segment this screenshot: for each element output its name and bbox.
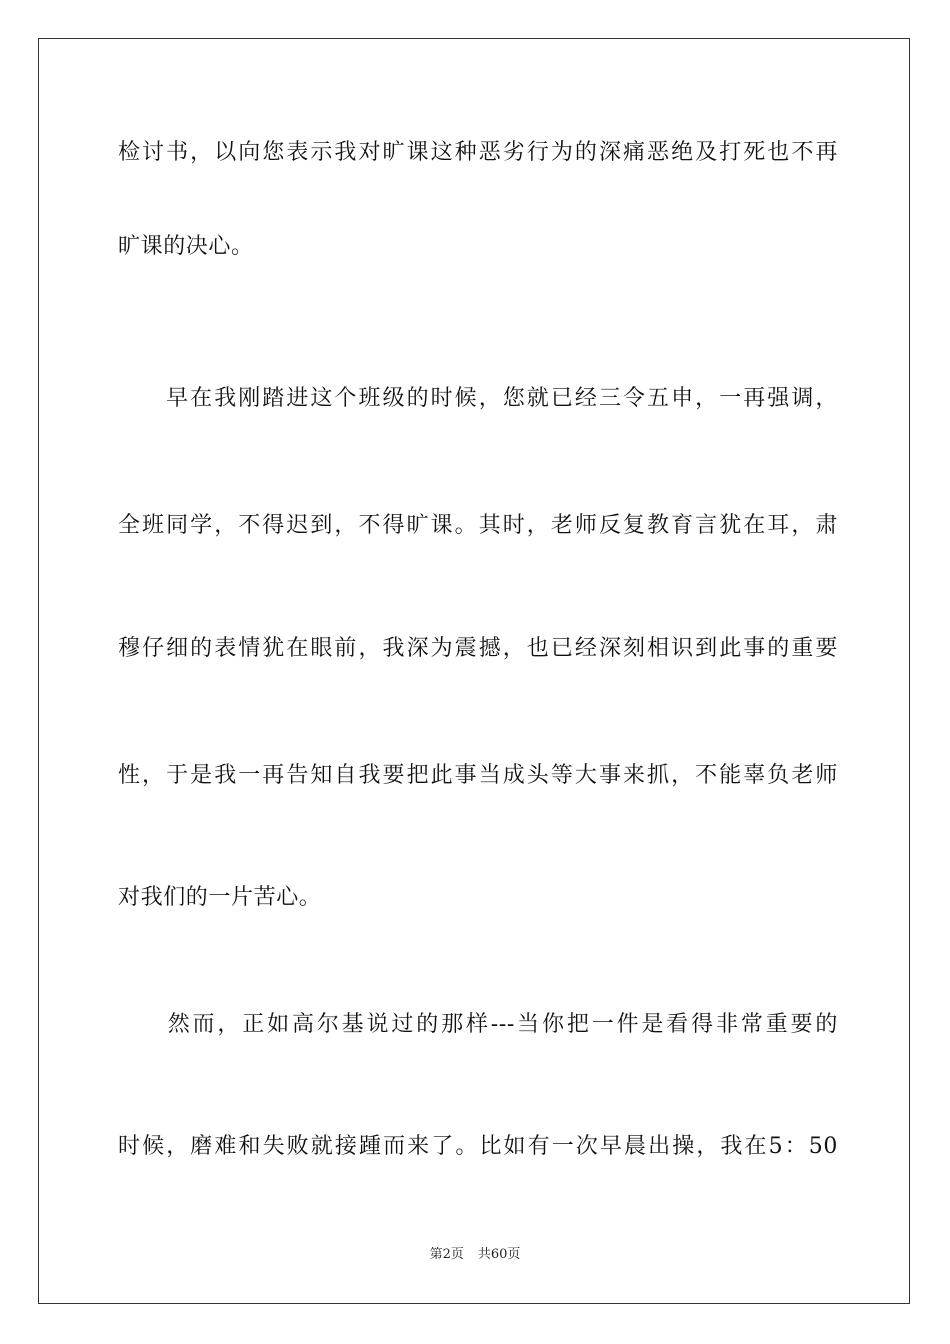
- text-line-9: 时候，磨难和失败就接踵而来了。比如有一次早晨出操，我在5：50: [118, 1134, 838, 1159]
- page-border: [38, 38, 910, 1304]
- page-footer: [0, 1246, 950, 1264]
- text-line-6: 性，于是我一再告知自我要把此事当成头等大事来抓，不能辜负老师: [118, 763, 838, 788]
- text-line-4: 全班同学，不得迟到，不得旷课。其时，老师反复教育言犹在耳，肃: [118, 513, 838, 538]
- text-line-7: 对我们的一片苦心。: [118, 885, 322, 910]
- text-line-8: 然而，正如高尔基说过的那样---当你把一件是看得非常重要的: [118, 1012, 838, 1037]
- text-line-1: 检讨书，以向您表示我对旷课这种恶劣行为的深痛恶绝及打死也不再: [118, 140, 838, 165]
- text-line-2: 旷课的决心。: [118, 234, 254, 259]
- text-line-5: 穆仔细的表情犹在眼前，我深为震撼，也已经深刻相识到此事的重要: [118, 636, 838, 661]
- text-line-3: 早在我刚踏进这个班级的时候，您就已经三令五申，一再强调，: [118, 386, 838, 411]
- page-total: 共60页: [477, 1247, 521, 1262]
- page-number: 第2页: [429, 1247, 464, 1262]
